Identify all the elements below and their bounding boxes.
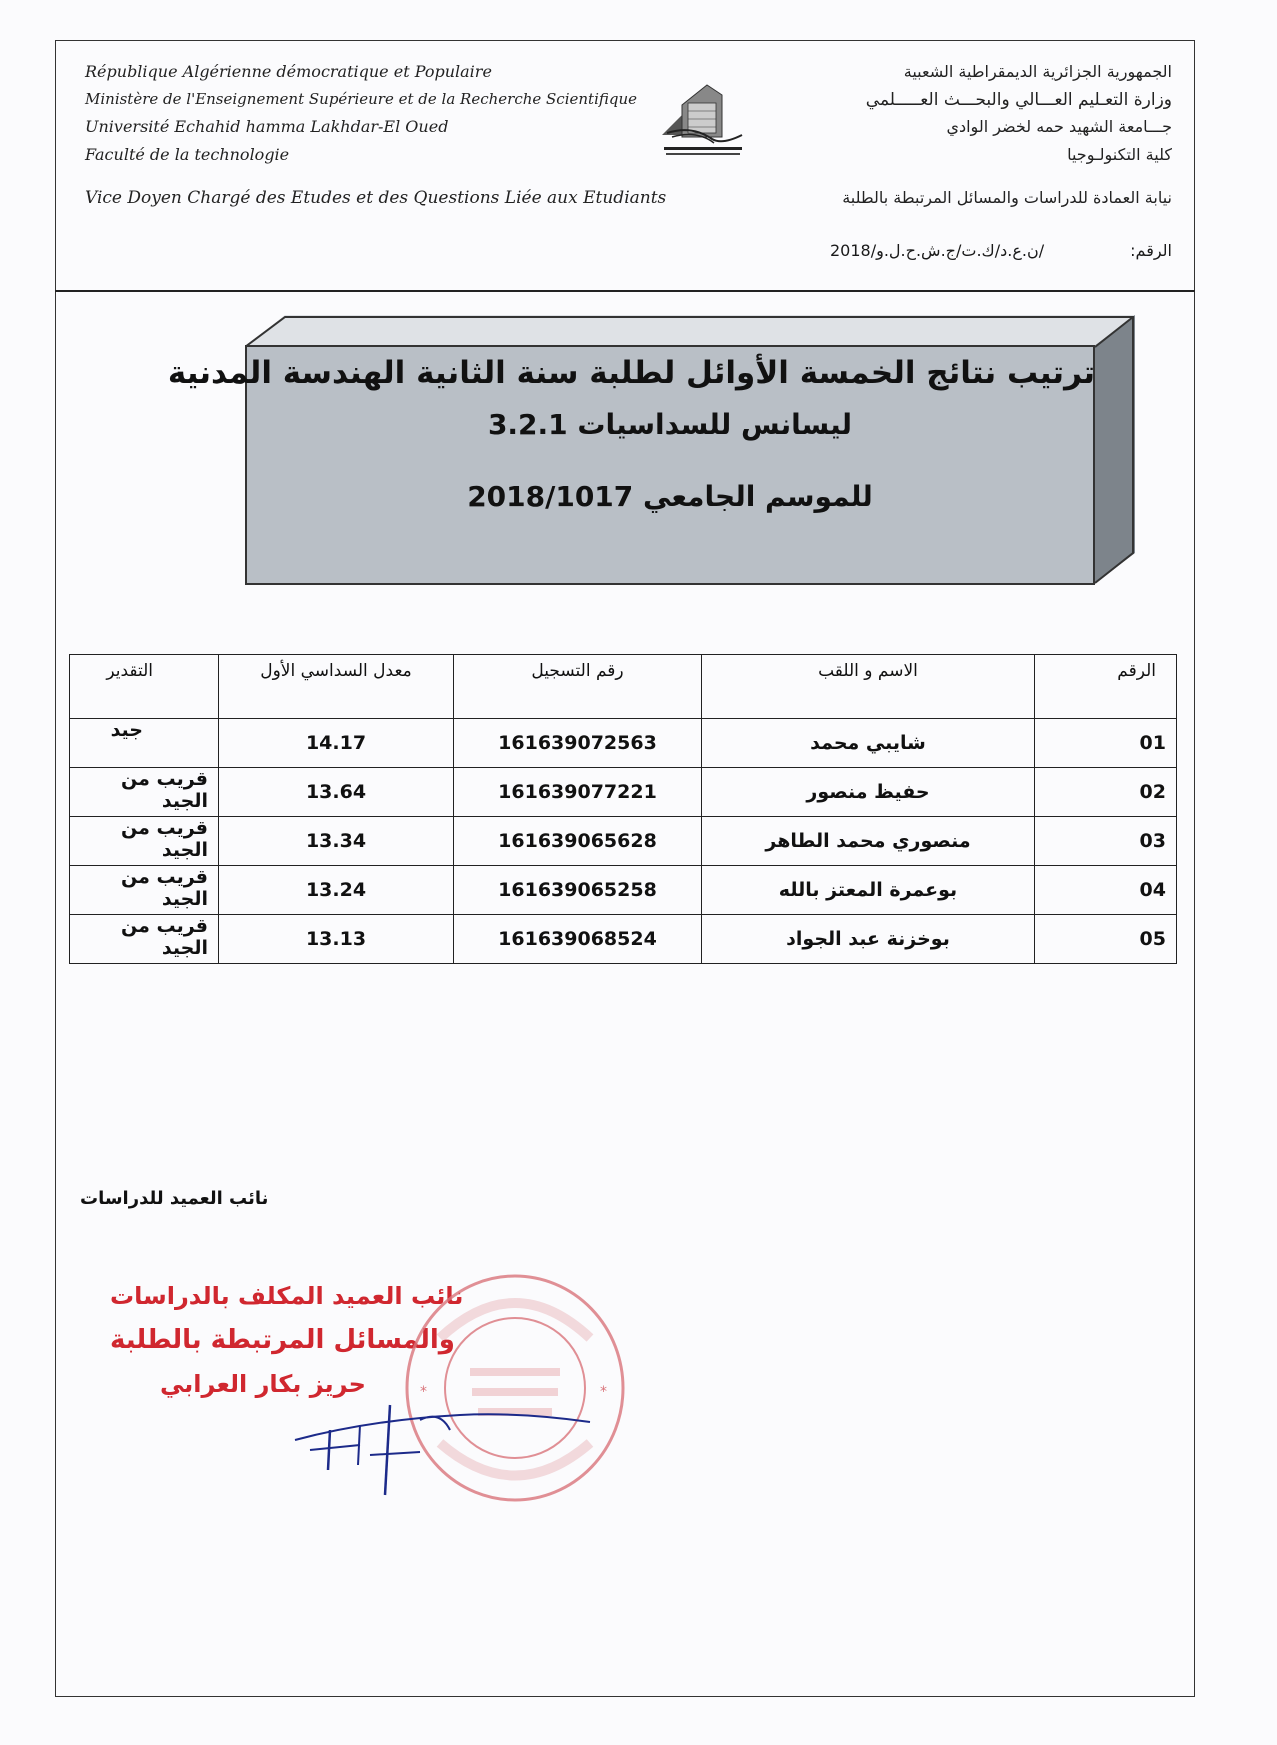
row-average: 13.24 (219, 866, 454, 915)
results-table (69, 654, 1177, 964)
table-row (70, 915, 1177, 964)
row-number: 05 (1035, 915, 1177, 964)
table-row (70, 768, 1177, 817)
row-name: منصوري محمد الطاهر (702, 817, 1035, 866)
signatory-title: نائب العميد للدراسات (80, 1188, 269, 1209)
row-name: حفيظ منصور (702, 768, 1035, 817)
svg-text:*: * (420, 1384, 427, 1400)
row-registration: 161639065258 (454, 866, 702, 915)
row-grade: قريب من الجيد (70, 817, 219, 866)
reference-label: الرقم: (1130, 241, 1172, 260)
fr-university: Université Echahid hamma Lakhdar-El Oued (85, 117, 449, 136)
row-name: شايبي محمد (702, 719, 1035, 768)
fr-vice-dean: Vice Doyen Chargé des Etudes et des Questions Liée aux Etudiants (85, 188, 667, 208)
ar-university: جـــامعة الشهيد حمه لخضر الوادي (946, 117, 1172, 136)
stamp-name: حريز بكار العرابي (160, 1370, 366, 1398)
row-number: 04 (1035, 866, 1177, 915)
row-average: 13.64 (219, 768, 454, 817)
fr-republic: République Algérienne démocratique et Populaire (85, 62, 492, 81)
row-grade: قريب من الجيد (70, 768, 219, 817)
row-average: 14.17 (219, 719, 454, 768)
table-header-row (70, 655, 1177, 719)
row-number: 03 (1035, 817, 1177, 866)
ar-republic: الجمهورية الجزائرية الديمقراطية الشعبية (903, 62, 1172, 81)
row-registration: 161639065628 (454, 817, 702, 866)
stamp-line-1: نائب العميد المكلف بالدراسات (110, 1282, 464, 1310)
ar-faculty: كلية التكنولـوجيا (1067, 145, 1172, 164)
header-divider (55, 290, 1195, 292)
header-grade: التقدير (70, 655, 219, 719)
header-number: الرقم (1035, 655, 1177, 719)
reference-code: 2018/ن.ع.د/ك.ت/ج.ش.ح.ل.و/ (830, 241, 1045, 260)
row-number: 01 (1035, 719, 1177, 768)
row-name: بوخزنة عبد الجواد (702, 915, 1035, 964)
row-average: 13.13 (219, 915, 454, 964)
university-logo-icon (652, 75, 752, 165)
header-average: معدل السداسي الأول (219, 655, 454, 719)
row-average: 13.34 (219, 817, 454, 866)
fr-faculty: Faculté de la technologie (85, 145, 290, 164)
fr-ministry: Ministère de l'Enseignement Supérieure et de la Recherche Scientifique (85, 90, 638, 108)
handwritten-signature-icon (290, 1400, 610, 1500)
header-registration: رقم التسجيل (454, 655, 702, 719)
stamp-line-2: والمسائل المرتبطة بالطلبة (110, 1325, 455, 1355)
ar-vice-dean: نيابة العمادة للدراسات والمسائل المرتبطة بالطلبة (842, 188, 1172, 207)
table-row (70, 866, 1177, 915)
title-line-3: للموسم الجامعي 2018/1017 (467, 480, 873, 513)
table-row (70, 817, 1177, 866)
ar-ministry: وزارة التعـليم العـــالي والبحـــث العـــــلمي (865, 90, 1172, 110)
row-name: بوعمرة المعتز بالله (702, 866, 1035, 915)
title-line-2: ليسانس للسداسيات 3.2.1 (487, 408, 853, 441)
row-grade: جيد (70, 719, 219, 768)
header-name: الاسم و اللقب (702, 655, 1035, 719)
row-grade: قريب من الجيد (70, 866, 219, 915)
row-number: 02 (1035, 768, 1177, 817)
row-registration: 161639072563 (454, 719, 702, 768)
row-grade: قريب من الجيد (70, 915, 219, 964)
row-registration: 161639077221 (454, 768, 702, 817)
title-line-1: ترتيب نتائج الخمسة الأوائل لطلبة سنة الثانية الهندسة المدنية (167, 355, 1095, 391)
svg-text:*: * (600, 1384, 607, 1400)
table-row (70, 719, 1177, 768)
row-registration: 161639068524 (454, 915, 702, 964)
title-box (167, 315, 1135, 585)
